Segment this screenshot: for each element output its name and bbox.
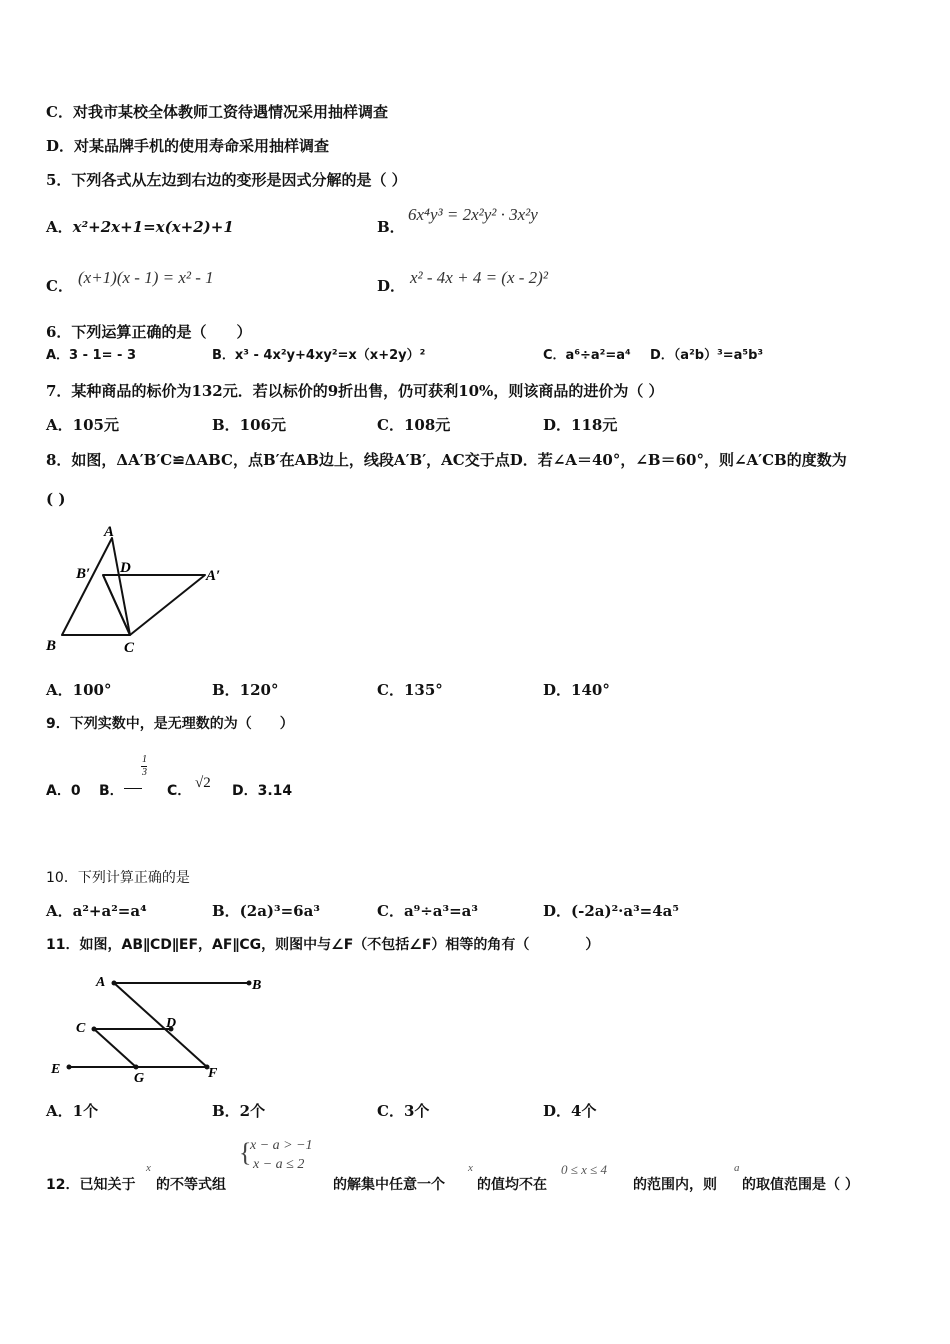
- q7-option-a: A．105元: [46, 416, 119, 434]
- q8-label-b1: B′: [76, 566, 91, 582]
- q5-option-c-expr: (x+1)(x - 1) = x² - 1: [78, 268, 214, 287]
- q10-option-c: C．a⁹÷a³=a³: [377, 902, 478, 920]
- q5-option-b: [377, 217, 405, 237]
- q12-var-x2: x: [468, 1162, 473, 1174]
- q5-option-b-label: B．: [377, 218, 405, 236]
- q11-point-g: [134, 1065, 139, 1070]
- q9-option-d: D．3.14: [232, 783, 293, 799]
- q5-stem: 5．下列各式从左边到右边的变形是因式分解的是（ ）: [46, 171, 407, 189]
- q9-option-b-label: B．: [99, 783, 124, 799]
- q5-option-d: [377, 276, 405, 296]
- q11-stem: 11．如图，AB∥CD∥EF，AF∥CG，则图中与∠F（不包括∠F）相等的角有（ ）: [46, 937, 600, 953]
- q6-option-b: B．x³ - 4x²y+4xy²=x（x+2y）²: [212, 348, 426, 363]
- q11-label-c: C: [76, 1021, 86, 1036]
- q11-label-a: A: [96, 975, 106, 990]
- q8-option-a: A．100°: [46, 681, 112, 699]
- q7-option-c: C．108元: [377, 416, 451, 434]
- q6-option-a: A．3 - 1= - 3: [46, 348, 136, 363]
- q11-option-c: C．3个: [377, 1102, 430, 1120]
- q9-option-c-label: C．: [167, 783, 192, 799]
- q12-text-3: 的解集中任意一个: [333, 1177, 445, 1193]
- q11-point-e: [67, 1065, 72, 1070]
- q12-text-1: 12．已知关于: [46, 1177, 136, 1193]
- q7-option-d: D．118元: [543, 416, 618, 434]
- q8-paren: ( ): [46, 490, 66, 508]
- q12-text-2: 的不等式组: [156, 1177, 226, 1193]
- q12-text-6: 的取值范围是（ ）: [742, 1177, 859, 1193]
- q12-inequality-system: [239, 1138, 334, 1178]
- q4-option-c: C．对我市某校全体教师工资待遇情况采用抽样调查: [46, 103, 388, 121]
- q10-option-b: B．(2a)³=6a³: [212, 902, 320, 920]
- q11-point-c: [92, 1027, 97, 1032]
- q6-option-c: C．a⁶÷a²=a⁴: [543, 348, 631, 363]
- q11-line-af: [114, 983, 207, 1067]
- q11-label-b: B: [252, 978, 262, 993]
- q8-option-c: C．135°: [377, 681, 443, 699]
- q8-line-b1c: [103, 575, 130, 635]
- q11-label-e: E: [51, 1062, 61, 1077]
- q12-brace-icon: {: [239, 1138, 252, 1167]
- q12-range: 0 ≤ x ≤ 4: [561, 1162, 608, 1177]
- q5-option-a-expr: x²+2x+1=x(x+2)+1: [72, 218, 234, 236]
- q12-var-a: a: [734, 1162, 740, 1174]
- q5-option-d-label: D．: [377, 277, 406, 295]
- q11-figure: [44, 970, 274, 1085]
- q8-label-d: D: [120, 560, 131, 576]
- q9-option-c-expr: √2: [195, 775, 211, 791]
- q9-option-b-fraction: [124, 754, 150, 794]
- q8-figure: [40, 520, 240, 660]
- q5-option-c-label: C．: [46, 277, 73, 295]
- q10-stem: 10．下列计算正确的是: [46, 870, 190, 886]
- q11-option-d: D．4个: [543, 1102, 597, 1120]
- q11-point-b: [247, 981, 252, 986]
- q5-option-a: [46, 217, 234, 237]
- q8-stem: 8．如图，ΔA′B′C≌ΔABC，点B′在AB边上，线段A′B′，AC交于点D．若∠A＝40°，∠B＝60°，则∠A′CB的度数为: [46, 451, 847, 469]
- q11-line-cg: [94, 1029, 136, 1067]
- q12-var-x1: x: [146, 1162, 151, 1174]
- q8-label-b: B: [46, 638, 57, 654]
- q6-option-d: D．（a²b）³=a⁵b³: [650, 348, 764, 363]
- q8-label-a1: A′: [206, 568, 221, 584]
- q11-label-g: G: [134, 1071, 145, 1085]
- q8-label-c: C: [124, 640, 135, 656]
- q10-option-d: D．(-2a)²·a³=4a⁵: [543, 902, 679, 920]
- q9-option-b-numerator: 1: [142, 754, 147, 765]
- q8-label-a: A: [104, 524, 115, 540]
- q12-inequality-2: x − a ≤ 2: [253, 1157, 305, 1172]
- q9-option-a: A．0: [46, 783, 81, 799]
- q7-option-b: B．106元: [212, 416, 286, 434]
- q12-text-5: 的范围内，则: [633, 1177, 717, 1193]
- q11-label-d: D: [166, 1016, 177, 1031]
- q12-inequality-1: x − a > −1: [250, 1138, 313, 1153]
- q8-triangle-abc: [62, 538, 130, 635]
- q8-option-d: D．140°: [543, 681, 610, 699]
- q9-stem: 9．下列实数中，是无理数的为（ ）: [46, 716, 294, 732]
- q5-option-d-expr: x² - 4x + 4 = (x - 2)²: [410, 268, 548, 287]
- q8-option-b: B．120°: [212, 681, 279, 699]
- q5-option-a-label: A．: [46, 218, 73, 236]
- q4-option-d: D．对某品牌手机的使用寿命采用抽样调查: [46, 137, 330, 155]
- q12-text-4: 的值均不在: [477, 1177, 547, 1193]
- q10-option-a: A．a²+a²=a⁴: [46, 902, 147, 920]
- q7-stem: 7．某种商品的标价为132元．若以标价的9折出售，仍可获利10%，则该商品的进价为（ ）: [46, 382, 664, 400]
- q6-stem: 6．下列运算正确的是（ ）: [46, 323, 252, 341]
- q9-option-b-denominator: 3: [142, 767, 147, 778]
- q5-option-c: [46, 276, 73, 296]
- q8-triangle-a1b1c: [103, 575, 205, 635]
- q11-point-a: [112, 981, 117, 986]
- q5-option-b-expr: 6x⁴y³ = 2x²y² · 3x²y: [408, 205, 538, 224]
- q11-label-f: F: [208, 1066, 218, 1081]
- q11-option-b: B．2个: [212, 1102, 266, 1120]
- q12-line: [46, 1138, 936, 1198]
- q11-option-a: A．1个: [46, 1102, 99, 1120]
